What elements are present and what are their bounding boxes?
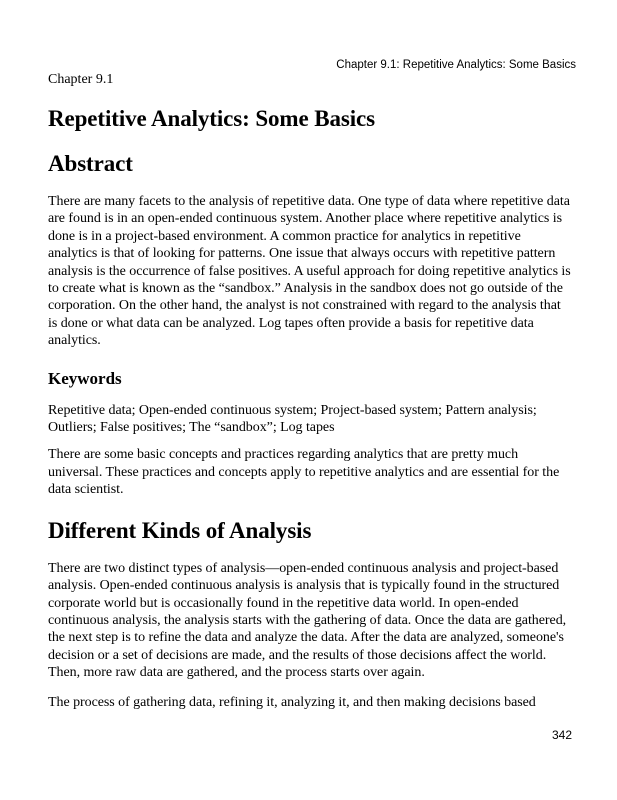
body-column	[48, 104, 573, 711]
section-paragraph: There are two distinct types of analysis—open-ended continuous analysis and project-based analysis. Open-ended continuous analysis is analysis that is typically found in the structured corporate world but is occasionally found in the repetitive data world. In open-ended continuous analysis, the analysis starts with the gathering of data. Once the data are gathered, the next step is to refine the data and analyze the data. After the data are analyzed, someone's decision or a set of decisions are made, and the results of those decisions affect the world. Then, more raw data are gathered, and the process starts over again.	[48, 560, 567, 681]
section-heading: Different Kinds of Analysis	[48, 517, 312, 543]
keywords-text: Repetitive data; Open-ended continuous system; Project-based system; Pattern analysis; Outliers; False positives; The “sandbox”; Log tapes	[48, 402, 537, 436]
intro-paragraph: There are some basic concepts and practices regarding analytics that are pretty much universal. These practices and concepts apply to repetitive analytics and are essential for the data scientist.	[48, 447, 560, 498]
abstract-heading: Abstract	[48, 151, 133, 176]
chapter-label: Chapter 9.1	[48, 72, 114, 87]
chapter-title: Repetitive Analytics: Some Basics	[48, 106, 375, 131]
section-paragraph: The process of gathering data, refining it, analyzing it, and then making decisions based	[48, 694, 536, 710]
running-header: Chapter 9.1: Repetitive Analytics: Some Basics	[336, 59, 576, 71]
abstract-text: There are many facets to the analysis of repetitive data. One type of data where repetitive data are found is in an open-ended continuous system. Another place where repetitive analytics is done is in a project-based environment. A common practice for analytics in repetitive analytics is that of looking for patterns. One issue that always occurs with repetitive pattern analysis is the occurrence of false positives. A useful approach for doing repetitive analytics is to create what is known as the “sandbox.” Analysis in the sandbox does not go outside of the corporation. On the other hand, the analyst is not constrained with regard to the analysis that is done or what data can be analyzed. Log tapes often provide a basis for repetitive data analytics.	[48, 194, 571, 349]
keywords-heading: Keywords	[48, 368, 122, 388]
page-number: 342	[551, 728, 572, 742]
